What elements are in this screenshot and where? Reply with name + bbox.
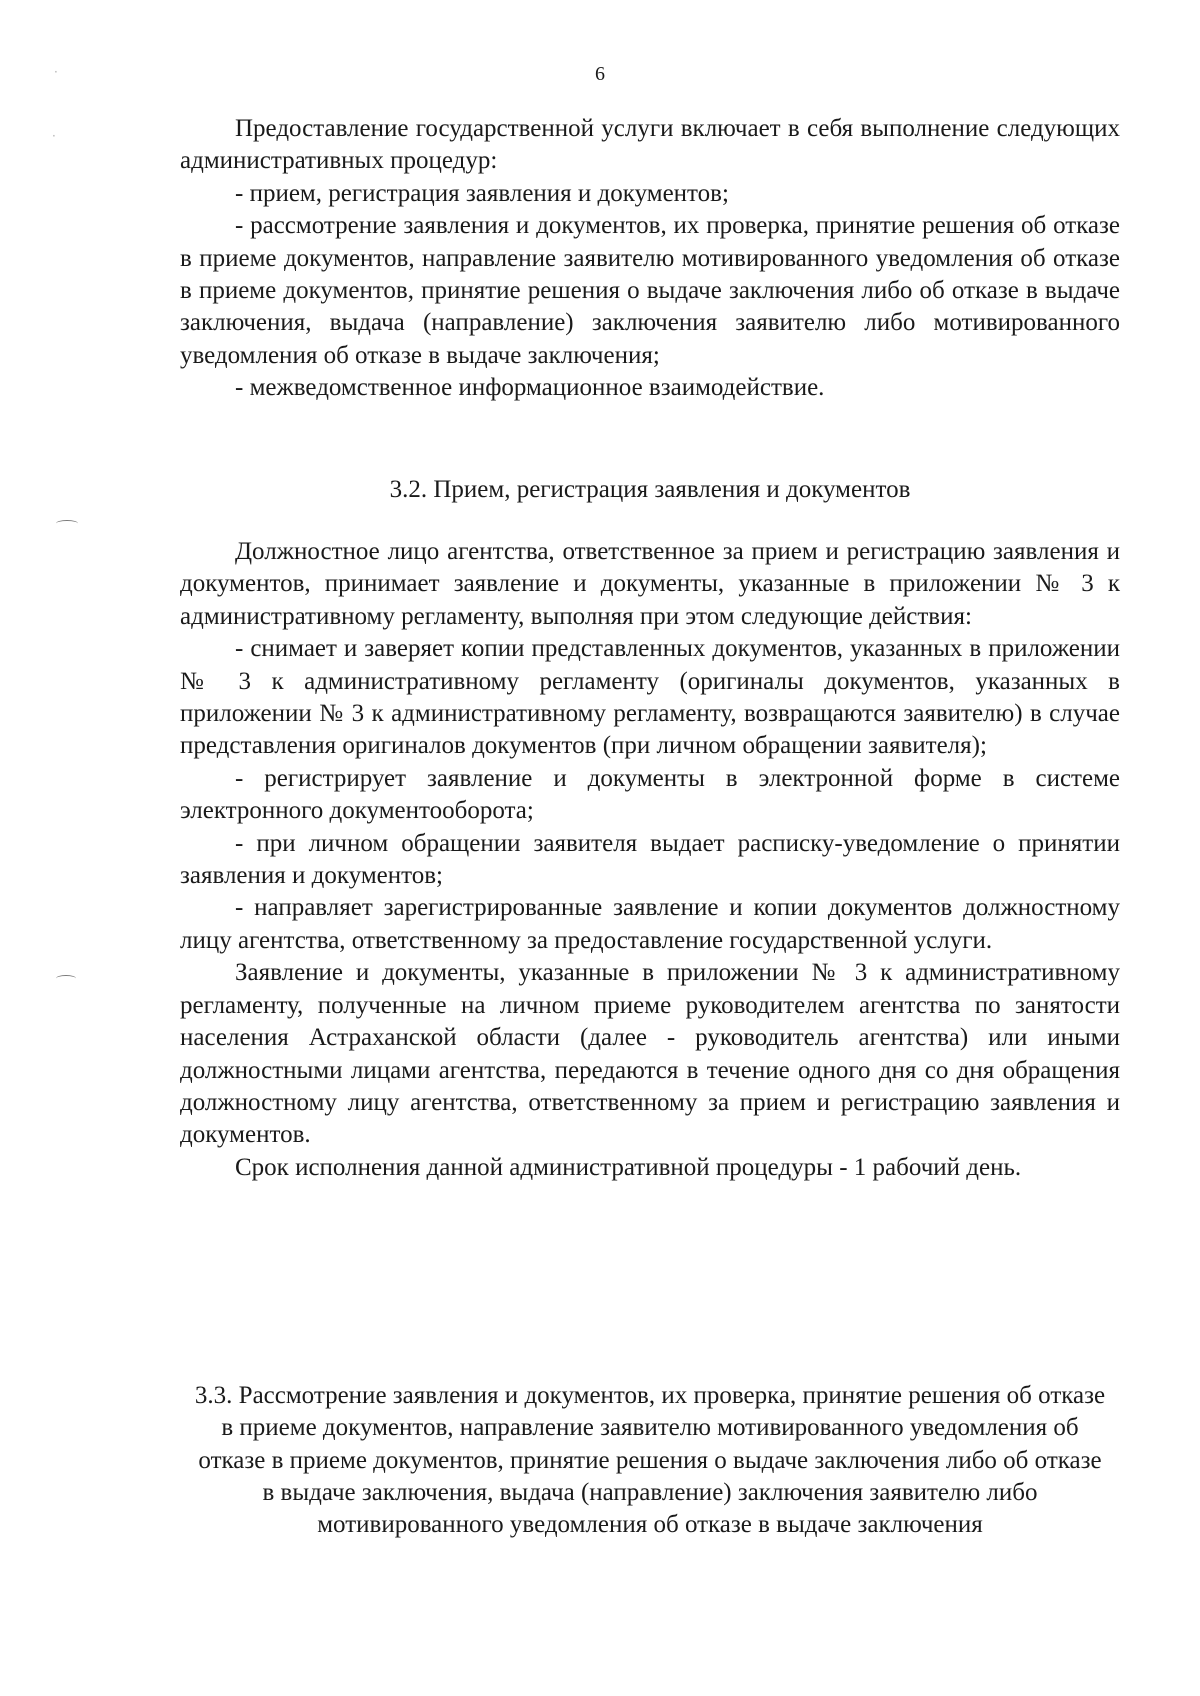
scan-artifact-mark xyxy=(56,520,78,527)
scan-artifact-dot: · xyxy=(52,129,56,143)
deadline-paragraph: Срок исполнения данной административной процедуры - 1 рабочий день. xyxy=(235,1153,1022,1181)
intro-section xyxy=(180,113,1120,405)
list-item: - при личном обращении заявителя выдает расписку-уведомление о принятии заявления и документов; xyxy=(180,829,1120,890)
section-paragraph: Должностное лицо агентства, ответственное за прием и регистрацию заявления и документов, принимает заявление и документы, указанные в приложении № 3 к административному регламенту, выполняя при этом следующие действия: xyxy=(180,538,1120,630)
list-item: - снимает и заверяет копии представленных документов, указанных в приложении № 3 к административному регламенту (оригиналы документов, указанных в приложении № 3 к административному регламенту, возвращаются заявителю) в случае представления оригиналов документов (при личном обращении заявителя); xyxy=(180,635,1120,760)
list-item: - регистрирует заявление и документы в электронной форме в системе электронного документооборота; xyxy=(180,764,1120,825)
list-item: - направляет зарегистрированные заявление и копии документов должностному лицу агентства, ответственному за предоставление государственной услуги. xyxy=(180,894,1120,954)
page-number: 6 xyxy=(595,63,605,85)
section-heading: 3.3. Рассмотрение заявления и документов, их проверка, принятие решения об отказе в приеме документов, направление заявителю мотивированного уведомления об отказе в приеме документов, принятие решения о выдаче заключения либо об отказе в выдаче заключения, выдача (направление) заключения заявителю либо мотивированного уведомления об отказе в выдаче заключения xyxy=(194,1382,1106,1539)
scan-artifact-mark xyxy=(56,975,76,982)
list-item: - рассмотрение заявления и документов, их проверка, принятие решения об отказе в приеме документов, направление заявителю мотивированного уведомления об отказе в приеме документов, принятие решения о выдаче заключения либо об отказе в выдаче заключения, выдача (направление) заключения заявителю либо мотивированного уведомления об отказе в выдаче заключения; xyxy=(180,212,1120,369)
list-item: - прием, регистрация заявления и документов; xyxy=(235,179,729,207)
section-paragraph: Заявление и документы, указанные в приложении № 3 к административному регламенту, полученные на личном приеме руководителем агентства по занятости населения Астраханской области (далее - руководитель агентства) или иными должностными лицами агентства, передаются в течение одного дня со дня обращения должностному лицу агентства, ответственному за прием и регистрацию заявления и документов. xyxy=(180,959,1120,1149)
section-heading: 3.2. Прием, регистрация заявления и документов xyxy=(389,476,911,503)
list-item: - межведомственное информационное взаимодействие. xyxy=(235,374,825,402)
section-32-heading-wrap xyxy=(180,474,1120,506)
section-32-body xyxy=(180,536,1120,1184)
scan-artifact-dot: · xyxy=(54,65,58,79)
intro-paragraph: Предоставление государственной услуги включает в себя выполнение следующих административных процедур: xyxy=(180,115,1120,175)
